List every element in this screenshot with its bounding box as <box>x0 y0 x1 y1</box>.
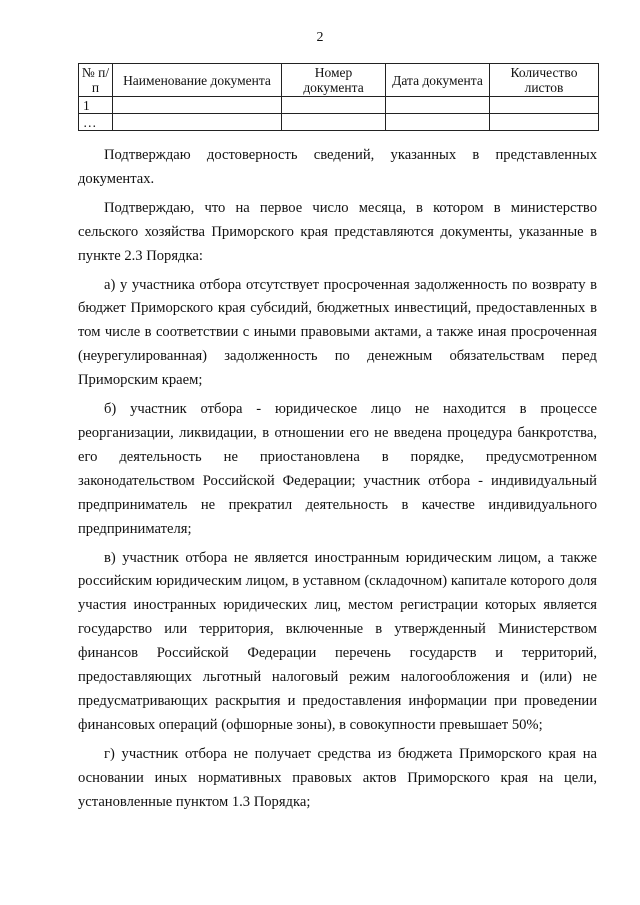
paragraph-item-a: а) у участника отбора отсутствует просроченная задолженность по возврату в бюджет Приморского края субсидий, бюджетных инвестиций, предоставленных в том числе в соответствии с иными правовыми актами, а также иная просроченная (неурегулированная) задолженность по денежным обязательствам перед Приморским краем; <box>78 276 597 389</box>
document-body <box>78 144 597 814</box>
table-cell <box>113 97 282 114</box>
table-cell: … <box>79 114 113 131</box>
column-header-number: № п/п <box>79 64 113 97</box>
table-cell <box>113 114 282 131</box>
table-header-row <box>79 64 599 97</box>
paragraph-item-b: б) участник отбора - юридическое лицо не находится в процессе реорганизации, ликвидации, в отношении его не введена процедура банкротства, его деятельность не приостановлена в порядке, предусмотренном законодательством Российской Федерации; участник отбора - индивидуальный предприниматель не прекратил деятельность в качестве индивидуального предпринимателя; <box>78 401 597 537</box>
table-row <box>79 97 599 114</box>
table-cell <box>282 97 386 114</box>
paragraph-confirmation-date: Подтверждаю, что на первое число месяца, в котором в министерство сельского хозяйства Приморского края представляются документы, указанные в пункте 2.3 Порядка: <box>78 199 597 264</box>
table-cell <box>386 97 490 114</box>
table-cell <box>490 97 599 114</box>
column-header-document-name: Наименование документа <box>113 64 282 97</box>
table-cell <box>282 114 386 131</box>
column-header-sheet-count: Количество листов <box>490 64 599 97</box>
page-number: 2 <box>316 30 324 45</box>
column-header-document-number: Номер документа <box>282 64 386 97</box>
paragraph-item-g: г) участник отбора не получает средства из бюджета Приморского края на основании иных нормативных правовых актов Приморского края на цели, установленные пунктом 1.3 Порядка; <box>78 745 597 810</box>
table-cell: 1 <box>79 97 113 114</box>
column-header-document-date: Дата документа <box>386 64 490 97</box>
documents-table <box>78 63 599 131</box>
paragraph-confirmation: Подтверждаю достоверность сведений, указанных в представленных документах. <box>78 147 597 187</box>
table-row <box>79 114 599 131</box>
table-cell <box>490 114 599 131</box>
table-cell <box>386 114 490 131</box>
paragraph-item-v: в) участник отбора не является иностранным юридическим лицом, а также российским юридическим лицом, в уставном (складочном) капитале которого доля участия иностранных юридических лиц, местом регистрации которых является государство или территория, включенные в утвержденный Министерством финансов Российской Федерации перечень государств и территорий, предоставляющих льготный налоговый режим налогообложения и (или) не предусматривающих раскрытия и предоставления информации при проведении финансовых операций (офшорные зоны), в совокупности превышает 50%; <box>78 549 597 733</box>
